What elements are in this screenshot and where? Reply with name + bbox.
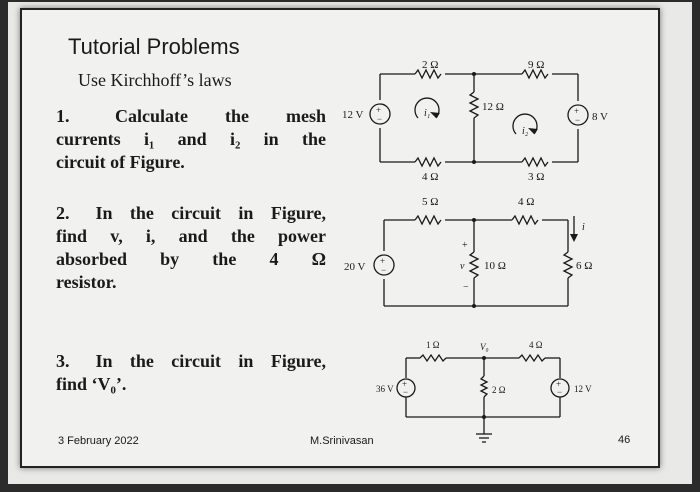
svg-text:−: − bbox=[381, 265, 387, 275]
source-polarity-marks bbox=[376, 105, 580, 397]
svg-text:+: + bbox=[380, 256, 386, 266]
footer-date: 3 February 2022 bbox=[58, 435, 139, 447]
i-arrowhead-icon bbox=[570, 234, 578, 242]
label-12ohm: 12 Ω bbox=[482, 101, 504, 113]
label-12v: 12 V bbox=[342, 109, 364, 121]
label-20v: 20 V bbox=[344, 261, 366, 273]
label-5ohm: 5 Ω bbox=[422, 196, 439, 208]
slide-subtitle: Use Kirchhoff’s laws bbox=[78, 70, 232, 90]
problem-1-number: 1. bbox=[56, 106, 70, 126]
label-vo: V₀ bbox=[480, 342, 489, 352]
svg-text:+: + bbox=[574, 106, 580, 116]
resistor-1ohm bbox=[420, 355, 446, 361]
label-6ohm: 6 Ω bbox=[576, 260, 593, 272]
node-dot bbox=[482, 356, 486, 360]
problem-2-number: 2. bbox=[56, 203, 70, 223]
resistor-3ohm bbox=[522, 158, 548, 166]
resistor-4ohm-c2 bbox=[512, 216, 538, 224]
svg-text:−: − bbox=[575, 115, 581, 125]
label-1ohm: 1 Ω bbox=[426, 340, 440, 350]
label-i: i bbox=[582, 222, 585, 233]
resistor-4ohm-c3 bbox=[519, 355, 545, 361]
circuits-canvas bbox=[22, 10, 658, 466]
label-plus: + bbox=[462, 240, 468, 251]
node-dot bbox=[482, 415, 486, 419]
svg-text:+: + bbox=[402, 379, 408, 389]
problem-2-line-1: 2. In the circuit in Figure, bbox=[56, 203, 326, 223]
problem-2-line-2: find v, i, and the power bbox=[56, 226, 326, 246]
label-9ohm: 9 Ω bbox=[528, 59, 545, 71]
problem-1-line-1: 1. Calculate the mesh bbox=[56, 106, 327, 126]
problem-3-line-2: find ‘V₀’. bbox=[56, 374, 127, 394]
svg-text:−: − bbox=[557, 387, 563, 397]
svg-text:−: − bbox=[403, 387, 409, 397]
resistor-2ohm bbox=[415, 70, 441, 78]
label-2ohm: 2 Ω bbox=[422, 59, 439, 71]
node-dot bbox=[472, 218, 476, 222]
label-4ohm: 4 Ω bbox=[422, 171, 439, 183]
label-i2: i₂ bbox=[522, 126, 529, 137]
resistor-4ohm bbox=[415, 158, 441, 166]
problem-1-line-2: currents i₁ and i₂ in the bbox=[56, 129, 326, 149]
label-10ohm: 10 Ω bbox=[484, 260, 506, 272]
label-4ohm-c3: 4 Ω bbox=[529, 340, 543, 350]
label-minus: − bbox=[463, 282, 469, 293]
footer-page-number: 46 bbox=[618, 434, 631, 446]
svg-text:−: − bbox=[377, 114, 383, 124]
label-v: v bbox=[460, 261, 465, 272]
problem-3-number: 3. bbox=[56, 351, 70, 371]
resistor-12ohm bbox=[470, 92, 478, 118]
resistor-6ohm bbox=[564, 252, 572, 278]
resistor-10ohm bbox=[470, 252, 478, 278]
label-8v: 8 V bbox=[592, 111, 608, 123]
footer-author: M.Srinivasan bbox=[310, 435, 374, 447]
resistor-2ohm-c3 bbox=[481, 376, 487, 397]
circuit-1 bbox=[370, 70, 588, 166]
resistor-9ohm bbox=[522, 70, 548, 78]
svg-text:+: + bbox=[376, 105, 382, 115]
problem-1-line-3: circuit of Figure. bbox=[56, 152, 185, 172]
slide bbox=[20, 8, 660, 468]
resistor-5ohm bbox=[415, 216, 441, 224]
circuit-3 bbox=[397, 355, 569, 434]
node-dot bbox=[472, 72, 476, 76]
node-dot bbox=[472, 304, 476, 308]
label-4ohm-c2: 4 Ω bbox=[518, 196, 535, 208]
label-36v: 36 V bbox=[376, 384, 394, 394]
label-12v-c3: 12 V bbox=[574, 384, 592, 394]
problem-3-line-1: 3. In the circuit in Figure, bbox=[56, 351, 326, 371]
ground-icon bbox=[476, 434, 492, 442]
label-i1: i₁ bbox=[424, 108, 431, 119]
label-2ohm-c3: 2 Ω bbox=[492, 385, 506, 395]
problem-2-line-4: resistor. bbox=[56, 272, 117, 292]
svg-text:+: + bbox=[556, 379, 562, 389]
slide-title: Tutorial Problems bbox=[68, 34, 240, 59]
circuit-2 bbox=[374, 216, 574, 306]
label-3ohm: 3 Ω bbox=[528, 171, 545, 183]
problem-2-line-3: absorbed by the 4 Ω bbox=[56, 249, 326, 269]
node-dot bbox=[472, 160, 476, 164]
